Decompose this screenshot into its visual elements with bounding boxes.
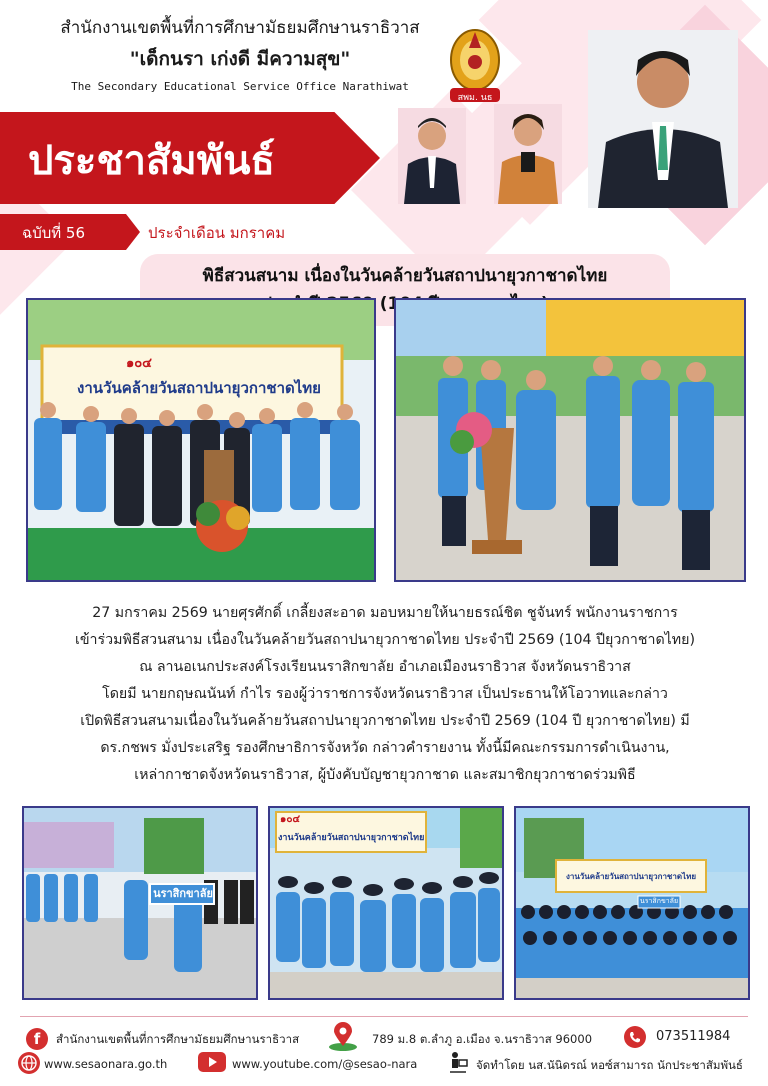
phone-icon — [624, 1026, 646, 1052]
photo-march-sign — [22, 806, 258, 1000]
body-line-3: ณ ลานอเนกประสงค์โรงเรียนนราสิกขาลัย อำเภอเมืองนราธิวาส จังหวัดนราธิวาส — [139, 659, 631, 675]
issue-number: ฉบับที่ 56 — [22, 224, 86, 242]
footer-youtube[interactable]: www.youtube.com/@sesao-nara — [232, 1057, 418, 1071]
footer-website[interactable]: www.sesaonara.go.th — [44, 1057, 168, 1071]
photo4-logo-text: ๑๐๔ — [280, 814, 301, 825]
photo-stage-officials — [26, 298, 376, 582]
footer-divider — [20, 1016, 748, 1017]
photo5-sign: นราสิกขาลัย — [639, 897, 679, 905]
website-globe-icon — [18, 1052, 40, 1078]
photo4-backdrop-title: งานวันคล้ายวันสถาปนายุวกาชาดไทย — [278, 833, 424, 843]
body-line-1: 27 มกราคม 2569 นายศุรศักดิ์ เกลี้ยงสะอาด มอบหมายให้นายธรณ์ชิต ชูจันทร์ พนักงานราชการ — [92, 605, 678, 621]
photo1-logo-text: ๑๐๔ — [126, 356, 153, 371]
portrait-1 — [398, 108, 466, 204]
footer-address: 789 ม.8 ต.ลำภู อ.เมือง จ.นราธิวาส 96000 — [372, 1032, 593, 1046]
footer-credit: จัดทำโดย นส.นันิดรณ์ หอซ์สามารถ นักประชาสัมพันธ์ — [476, 1058, 743, 1072]
photo5-backdrop-title: งานวันคล้ายวันสถาปนายุวกาชาดไทย — [565, 872, 697, 881]
youtube-icon — [198, 1052, 226, 1076]
org-name-th: สำนักงานเขตพื้นที่การศึกษามัธยมศึกษานราธิวาส — [60, 18, 420, 38]
facebook-icon[interactable]: f — [26, 1028, 48, 1050]
office-emblem — [440, 24, 510, 106]
photo1-backdrop-title: งานวันคล้ายวันสถาปนายุวกาชาดไทย — [77, 379, 321, 397]
org-name-en: The Secondary Educational Service Office Narathiwat — [71, 80, 409, 93]
portrait-2 — [494, 104, 562, 204]
photo3-sign: นราสิกขาลัย — [153, 887, 213, 900]
editor-icon — [446, 1050, 470, 1078]
portrait-main — [588, 30, 738, 208]
body-line-5: เปิดพิธีสวนสนามเนื่องในวันคล้ายวันสถาปนายุวกาชาดไทย ประจำปี 2569 (104 ปี ยุวกาชาดไทย) มี — [80, 713, 690, 729]
footer-phone[interactable]: 073511984 — [656, 1029, 731, 1044]
emblem-caption: สพม. นธ — [457, 93, 493, 103]
headline-line-1: พิธีสวนสนาม เนื่องในวันคล้ายวันสถาปนายุวกาชาดไทย — [202, 266, 608, 286]
body-line-6: ดร.กชพร มั่งประเสริฐ รองศึกษาธิการจังหวัด กล่าวคำรายงาน ทั้งนี้มีคณะกรรมการดำเนินงาน, — [100, 740, 670, 756]
location-pin-icon — [326, 1022, 360, 1056]
motto: "เด็กนรา เก่งดี มีความสุข" — [129, 48, 351, 70]
photo-podium — [394, 298, 746, 582]
body-line-7: เหล่ากาชาดจังหวัดนราธิวาส, ผู้บังคับบัญชายุวกาชาด และสมาชิกยุวกาชาดร่วมพิธี — [134, 767, 636, 783]
photo-march-group — [268, 806, 504, 1000]
body-line-2: เข้าร่วมพิธีสวนสนาม เนื่องในวันคล้ายวันสถาปนายุวกาชาดไทย ประจำปี 2569 (104 ปียุวกาชาดไทย) — [74, 632, 695, 648]
photo-group — [514, 806, 750, 1000]
body-line-4: โดยมี นายกฤษณนันท์ กำไร รองผู้ว่าราชการจังหวัดนราธิวาส เป็นประธานให้โอวาทและกล่าว — [102, 686, 668, 702]
footer-facebook[interactable]: สำนักงานเขตพื้นที่การศึกษามัธยมศึกษานราธิวาส — [56, 1032, 300, 1046]
issue-month: ประจำเดือน มกราคม — [148, 224, 286, 242]
banner-title: ประชาสัมพันธ์ — [28, 138, 275, 184]
